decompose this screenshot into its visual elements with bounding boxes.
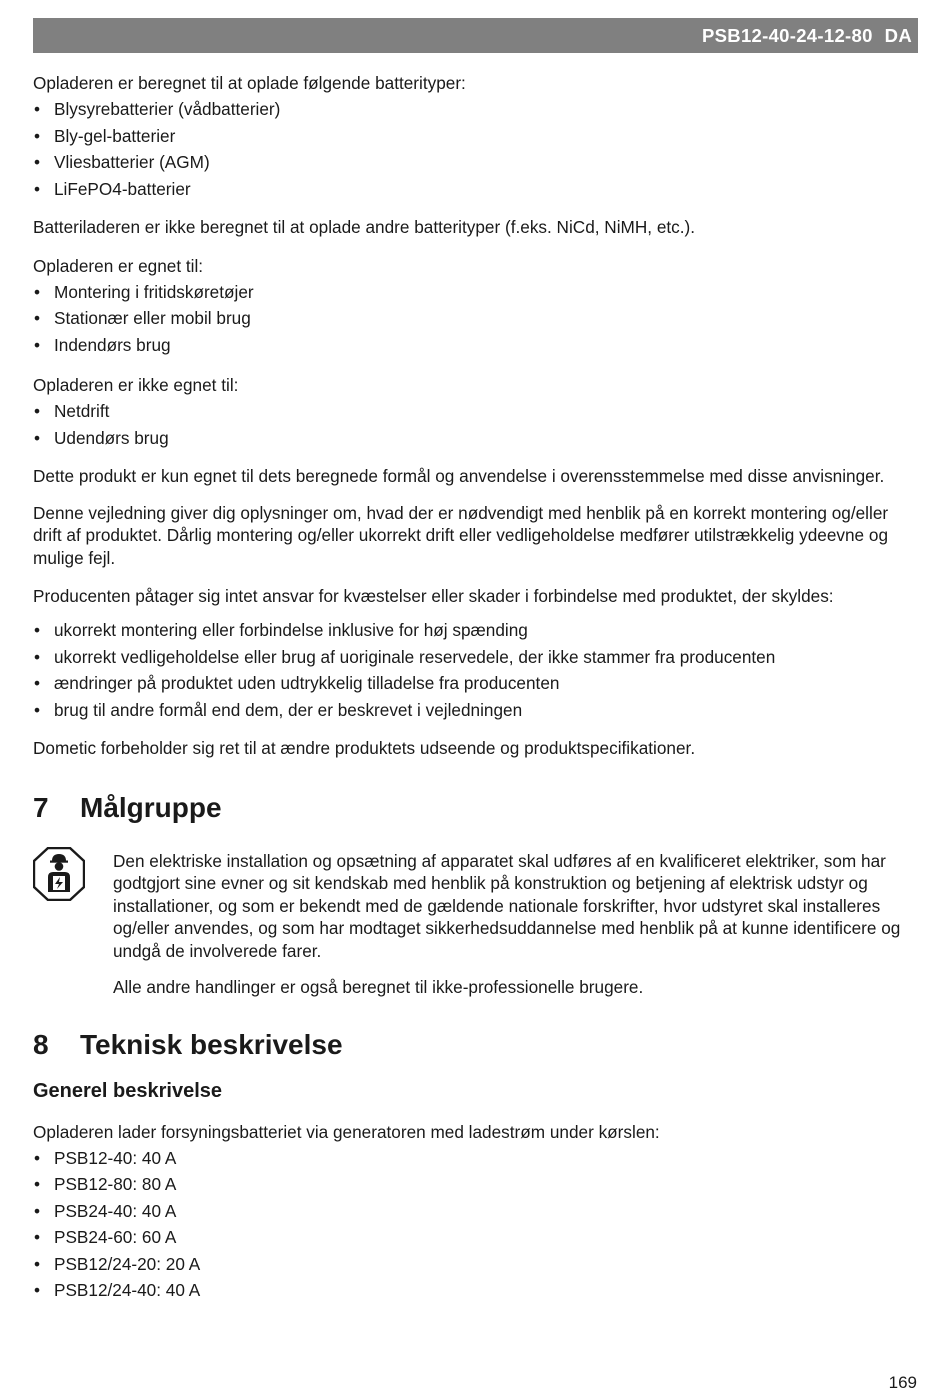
list-item: • Montering i fritidskøretøjer: [33, 279, 918, 306]
list-item: • Udendørs brug: [33, 425, 918, 452]
charger-intro: Opladeren lader forsyningsbatteriet via generatoren med ladestrøm under kørslen:: [33, 1121, 660, 1142]
liability-list: [33, 617, 918, 723]
list-item: • Bly-gel-batterier: [33, 123, 918, 150]
section-8-number: 8: [33, 1028, 49, 1060]
page-content: [33, 70, 918, 1304]
not-suitable-intro: Opladeren er ikke egnet til:: [33, 375, 239, 395]
list-item: • ukorrekt vedligeholdelse eller brug af uoriginale reservedele, der ikke stammer fra producenten: [33, 644, 918, 671]
manual-info: Denne vejledning giver dig oplysninger om, hvad der er nødvendigt med henblik på en korrekt montering og/eller drift af produktet. Dårlig montering og/eller ukorrekt drift eller vedligeholdelse medfører utilstrækkelig ydeevne og mulige fejl.: [33, 502, 889, 568]
list-item: • Indendørs brug: [33, 332, 918, 359]
header-language: DA: [884, 24, 912, 46]
section-7-title: Målgruppe: [80, 791, 222, 823]
section-8-heading: [33, 1025, 918, 1065]
list-item: • PSB12/24-40: 40 A: [33, 1277, 918, 1304]
list-item: • Stationær eller mobil brug: [33, 305, 918, 332]
suitable-list: [33, 279, 918, 359]
liability-intro: Producenten påtager sig intet ansvar for kvæstelser eller skader i forbindelse med produktet, der skyldes:: [33, 586, 834, 606]
dometic-note: Dometic forbeholder sig ret til at ændre produktets udseende og produktspecifikationer.: [33, 738, 696, 758]
suitable-intro: Opladeren er egnet til:: [33, 255, 204, 276]
header-model: PSB12-40-24-12-80: [702, 24, 873, 46]
list-item: • PSB24-60: 60 A: [33, 1224, 918, 1251]
target-group-block: [33, 850, 918, 999]
electrician-icon: [33, 847, 85, 901]
charger-models-list: [33, 1145, 918, 1304]
battery-types-list: [33, 96, 918, 202]
intended-purpose: Dette produkt er kun egnet til dets beregnede formål og anvendelse i overensstemmelse med disse anvisninger.: [33, 466, 885, 486]
target-group-paragraph: Den elektriske installation og opsætning af apparatet skal udføres af en kvalificeret elektriker, som har godtgjort sine evner og sit kendskab med henblik på konstruktion og betjening af elektrisk udstyr og installationer, og som er bekendt med de gældende nationale forskrifter, hvor udstyret skal installeres og/eller anvendes, og som har modtaget sikkerhedsuddannelse med henblik på at kunne identificere og undgå de involverede farer.: [113, 850, 901, 961]
list-item: • ukorrekt montering eller forbindelse inklusive for høj spænding: [33, 617, 918, 644]
not-for-other-batteries: Batteriladeren er ikke beregnet til at oplade andre batterityper (f.eks. NiCd, NiMH, etc.).: [33, 217, 696, 237]
section-7-number: 7: [33, 791, 49, 823]
list-item: • PSB24-40: 40 A: [33, 1198, 918, 1225]
general-description-heading: Generel beskrivelse: [33, 1079, 223, 1102]
list-item: • brug til andre formål end dem, der er beskrevet i vejledningen: [33, 697, 918, 724]
non-professional-paragraph: Alle andre handlinger er også beregnet til ikke-professionelle brugere.: [113, 977, 644, 997]
header-bar: [33, 18, 918, 53]
list-item: • PSB12-80: 80 A: [33, 1171, 918, 1198]
page-number: 169: [888, 1373, 917, 1392]
list-item: • Blysyrebatterier (vådbatterier): [33, 96, 918, 123]
list-item: • Netdrift: [33, 398, 918, 425]
list-item: • LiFePO4-batterier: [33, 176, 918, 203]
section-8-title: Teknisk beskrivelse: [80, 1028, 343, 1060]
not-suitable-list: [33, 398, 918, 451]
list-item: • PSB12/24-20: 20 A: [33, 1251, 918, 1278]
list-item: • PSB12-40: 40 A: [33, 1145, 918, 1172]
battery-types-intro: Opladeren er beregnet til at oplade følgende batterityper:: [33, 73, 466, 93]
list-item: • ændringer på produktet uden udtrykkelig tilladelse fra producenten: [33, 670, 918, 697]
section-7-heading: [33, 788, 918, 828]
list-item: • Vliesbatterier (AGM): [33, 149, 918, 176]
